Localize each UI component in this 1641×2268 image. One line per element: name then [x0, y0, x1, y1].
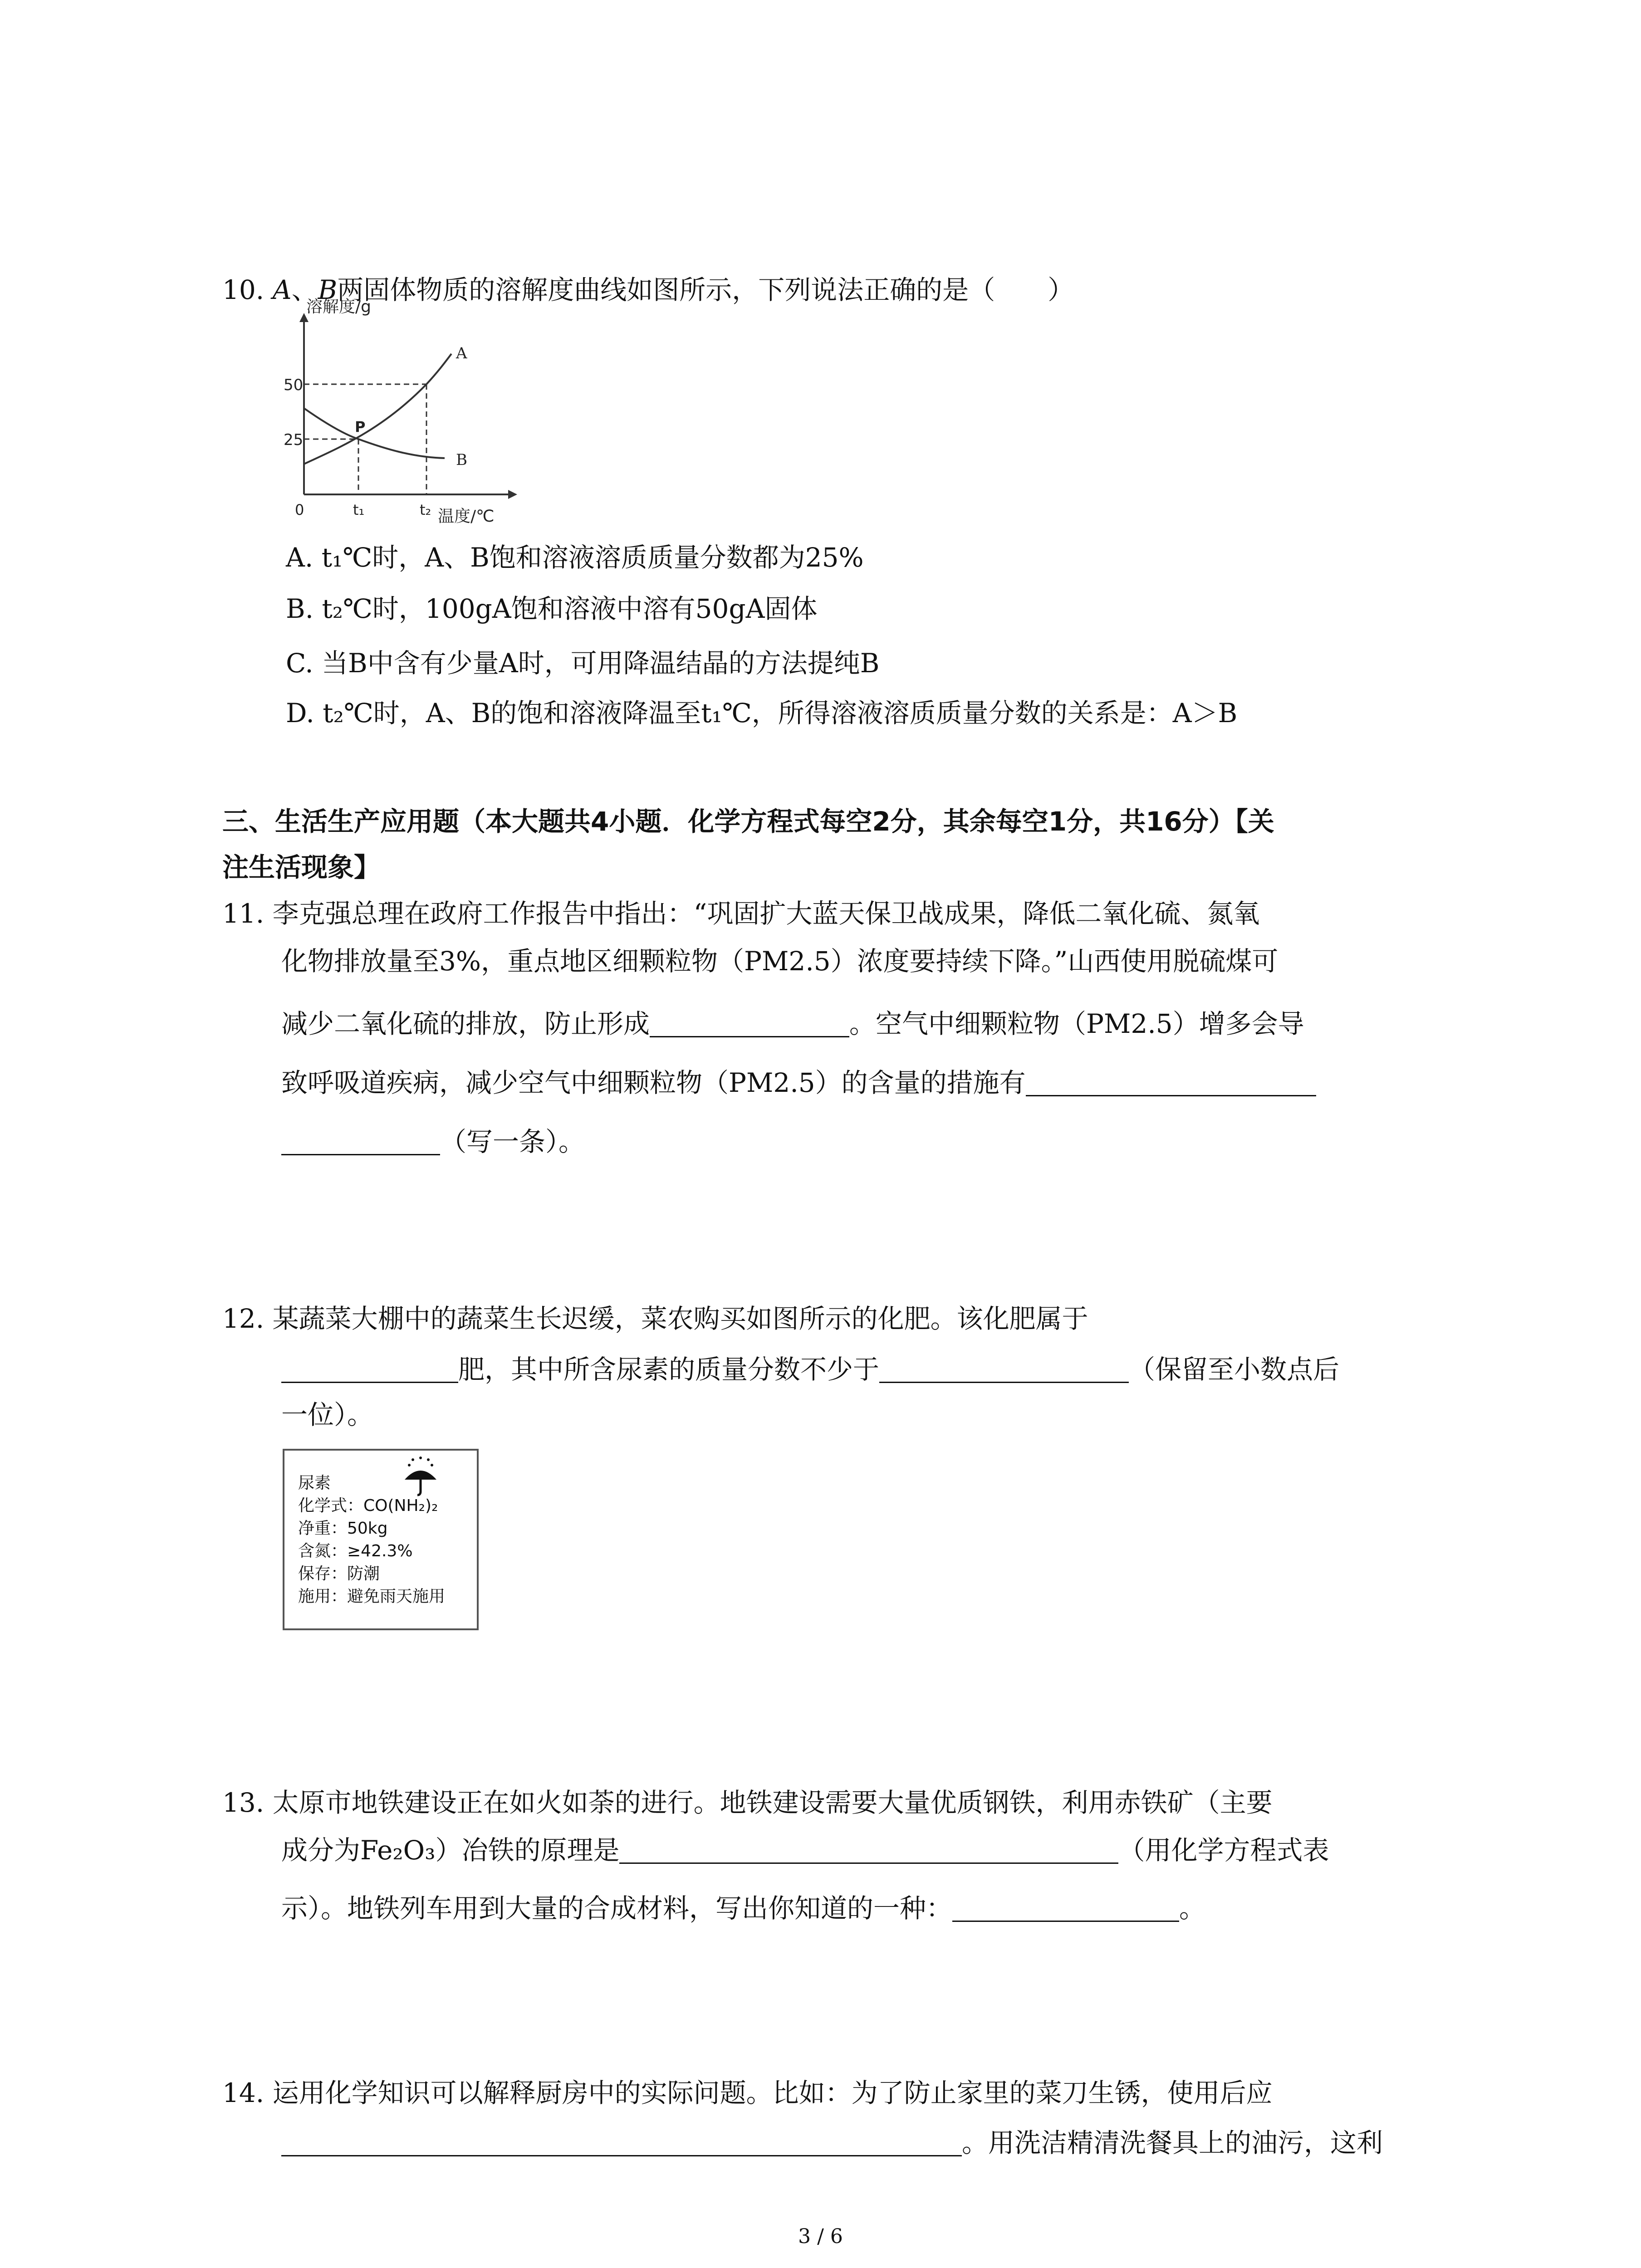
q11-line5: （写一条）。: [281, 1124, 585, 1159]
point-p-label: P: [355, 418, 366, 435]
q13-blank-2[interactable]: [952, 1893, 1179, 1922]
q12-blank-1[interactable]: [281, 1354, 458, 1383]
q11-blank-2-cont[interactable]: [281, 1127, 440, 1155]
q11-line4: 致呼吸道疾病，减少空气中细颗粒物（PM2.5）的含量的措施有: [281, 1065, 1316, 1100]
q14-line2: 。用洗洁精清洗餐具上的油污，这利: [281, 2125, 1383, 2160]
umbrella-icon: [400, 1456, 441, 1497]
q14-blank-1[interactable]: [281, 2128, 962, 2156]
q10-option-d: D. t₂℃时，A、B的饱和溶液降温至t₁℃，所得溶液溶质质量分数的关系是：A＞B: [286, 698, 1238, 728]
curve-a: [304, 354, 451, 464]
graph-xlabel: 温度/℃: [438, 507, 495, 526]
graph-t2: t₂: [420, 501, 431, 518]
q11-line1: 11. 李克强总理在政府工作报告中指出：“巩固扩大蓝天保卫战成果，降低二氧化硫、氮氧: [222, 898, 1260, 929]
label-line-usage: 施用：避免雨天施用: [298, 1587, 446, 1606]
q14-line1: 14. 运用化学知识可以解释厨房中的实际问题。比如：为了防止家里的菜刀生锈，使用后应: [222, 2077, 1273, 2108]
q13-line2: 成分为Fe₂O₃）冶铁的原理是 （用化学方程式表: [281, 1835, 1329, 1866]
q13-line1: 13. 太原市地铁建设正在如火如荼的进行。地铁建设需要大量优质钢铁，利用赤铁矿（主要: [222, 1787, 1273, 1818]
label-line-storage: 保存：防潮: [298, 1564, 380, 1583]
q13-blank-1[interactable]: [619, 1835, 1118, 1864]
q11-blank-1[interactable]: [650, 1009, 849, 1037]
q10-stem: 10. A、B两固体物质的溶解度曲线如图所示，下列说法正确的是（ ）: [222, 274, 1074, 305]
q11-line2: 化物排放量至3%，重点地区细颗粒物（PM2.5）浓度要持续下降。”山西使用脱硫煤可: [281, 946, 1279, 977]
q10-option-c: C. 当B中含有少量A时，可用降温结晶的方法提纯B: [286, 648, 880, 679]
q11-blank-2[interactable]: [1026, 1068, 1316, 1096]
solubility-curve-graph: [281, 298, 517, 531]
q12-line2: 肥，其中所含尿素的质量分数不少于 （保留至小数点后: [281, 1352, 1339, 1387]
q11-line3: 减少二氧化硫的排放，防止形成 。空气中细颗粒物（PM2.5）增多会导: [281, 1008, 1304, 1039]
curve-a-label: A: [456, 344, 467, 362]
graph-y50: 50: [284, 376, 304, 394]
label-line-formula: 化学式：CO(NH₂)₂: [298, 1496, 438, 1515]
section3-heading-line1: 三、生活生产应用题（本大题共4小题．化学方程式每空2分，其余每空1分，共16分）【关: [222, 806, 1274, 837]
page-number: 3 / 6: [798, 2225, 843, 2248]
label-line-name: 尿素: [298, 1474, 331, 1492]
graph-ylabel: 溶解度/g: [306, 298, 371, 316]
graph-y25: 25: [284, 431, 304, 449]
q13-line3: 示）。地铁列车用到大量的合成材料，写出你知道的一种： 。: [281, 1893, 1206, 1924]
graph-t1: t₁: [353, 501, 365, 518]
label-line-weight: 净重：50kg: [298, 1519, 388, 1538]
q12-line3: 一位）。: [281, 1399, 374, 1430]
section3-heading-line2: 注生活现象】: [222, 852, 381, 883]
q12-line1: 12. 某蔬菜大棚中的蔬菜生长迟缓，菜农购买如图所示的化肥。该化肥属于: [222, 1303, 1088, 1334]
label-line-nitrogen: 含氮：≥42.3%: [298, 1542, 413, 1560]
q12-blank-2[interactable]: [879, 1354, 1129, 1383]
graph-origin: 0: [295, 501, 304, 518]
q10-option-a: A. t₁℃时，A、B饱和溶液溶质质量分数都为25%: [286, 542, 864, 573]
fertilizer-label: [283, 1449, 479, 1630]
curve-b-label: B: [456, 451, 467, 469]
curve-b: [304, 408, 445, 458]
q10-option-b: B. t₂℃时，100gA饱和溶液中溶有50gA固体: [286, 593, 818, 624]
